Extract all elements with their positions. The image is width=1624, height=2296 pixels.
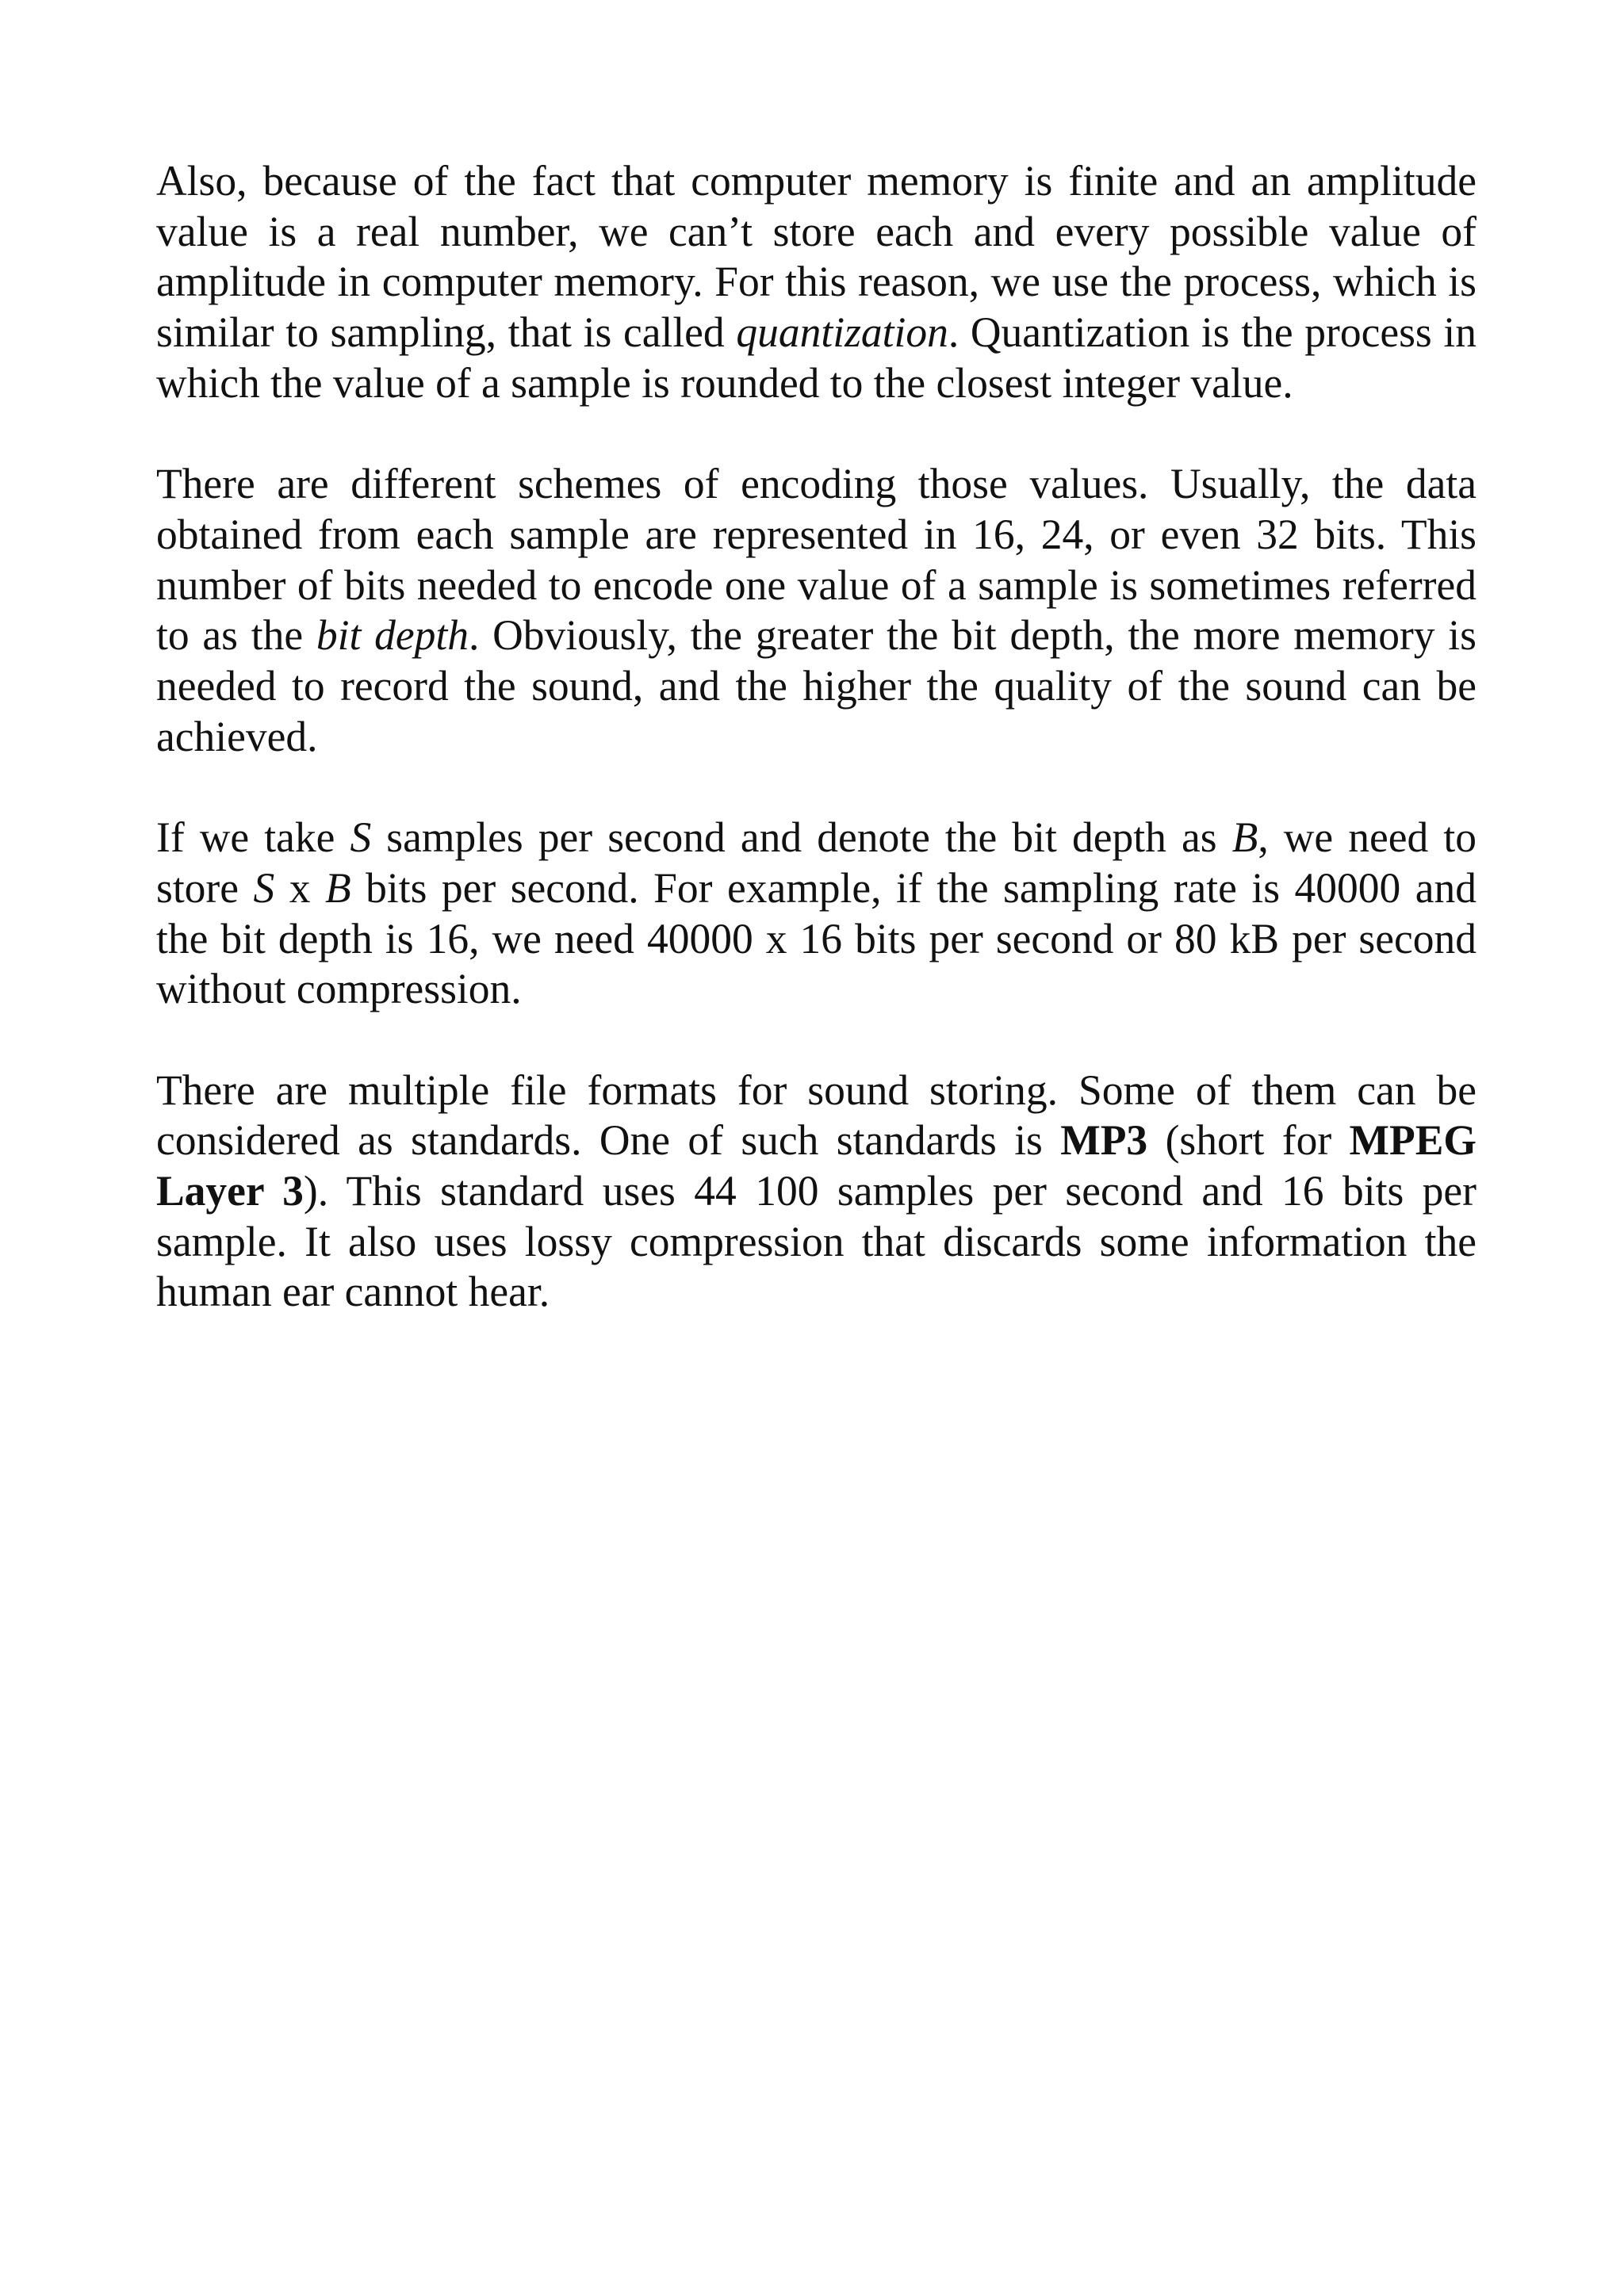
paragraph-storage-rate <box>156 813 1477 1015</box>
bold-term-mp3: MP3 <box>1060 1116 1148 1165</box>
paragraph-bit-depth <box>156 459 1477 762</box>
italic-variable-s: S <box>253 863 275 912</box>
bold-term-mpeg-layer-3: MPEG Layer 3 <box>156 1116 1477 1215</box>
text-segment: bits per second. For example, if the sampling rate is 40000 and the bit depth is 16, we need 40000 x 16 bits per second or 80 kB per second without compression. <box>156 863 1477 1013</box>
paragraph-quantization <box>156 156 1477 409</box>
italic-term-bit-depth: bit depth <box>316 611 469 660</box>
text-segment: There are multiple file formats for sound storing. Some of them can be considered as standards. One of such standards is <box>156 1066 1477 1165</box>
paragraph-file-formats <box>156 1066 1477 1318</box>
italic-variable-b: B <box>1231 813 1258 862</box>
text-segment: (short for <box>1147 1116 1350 1165</box>
text-segment: x <box>274 863 325 912</box>
italic-term-quantization: quantization <box>736 308 948 357</box>
text-segment: , we need to store <box>156 813 1477 912</box>
text-segment: . Obviously, the greater the bit depth, the more memory is needed to record the sound, and the higher the quality of the sound can be achieved. <box>156 611 1477 760</box>
text-segment: samples per second and denote the bit depth as <box>371 813 1232 862</box>
text-segment: There are different schemes of encoding those values. Usually, the data obtained from each sample are represented in 16, 24, or even 32 bits. This number of bits needed to encode one value of a sample is sometimes referred to as the <box>156 460 1477 660</box>
text-segment: ). This standard uses 44 100 samples per second and 16 bits per sample. It also uses lossy compression that discards some information the human ear cannot hear. <box>156 1167 1477 1316</box>
italic-variable-s: S <box>350 813 372 862</box>
document-body <box>156 156 1477 1368</box>
italic-variable-b: B <box>324 863 351 912</box>
text-segment: If we take <box>156 813 350 862</box>
text-segment: Also, because of the fact that computer memory is finite and an amplitude value is a real number, we can’t store each and every possible value of amplitude in computer memory. For this reason, we use the process, which is similar to sampling, that is called <box>156 157 1477 357</box>
text-segment: . Quantization is the process in which the value of a sample is rounded to the closest integer value. <box>156 308 1477 407</box>
